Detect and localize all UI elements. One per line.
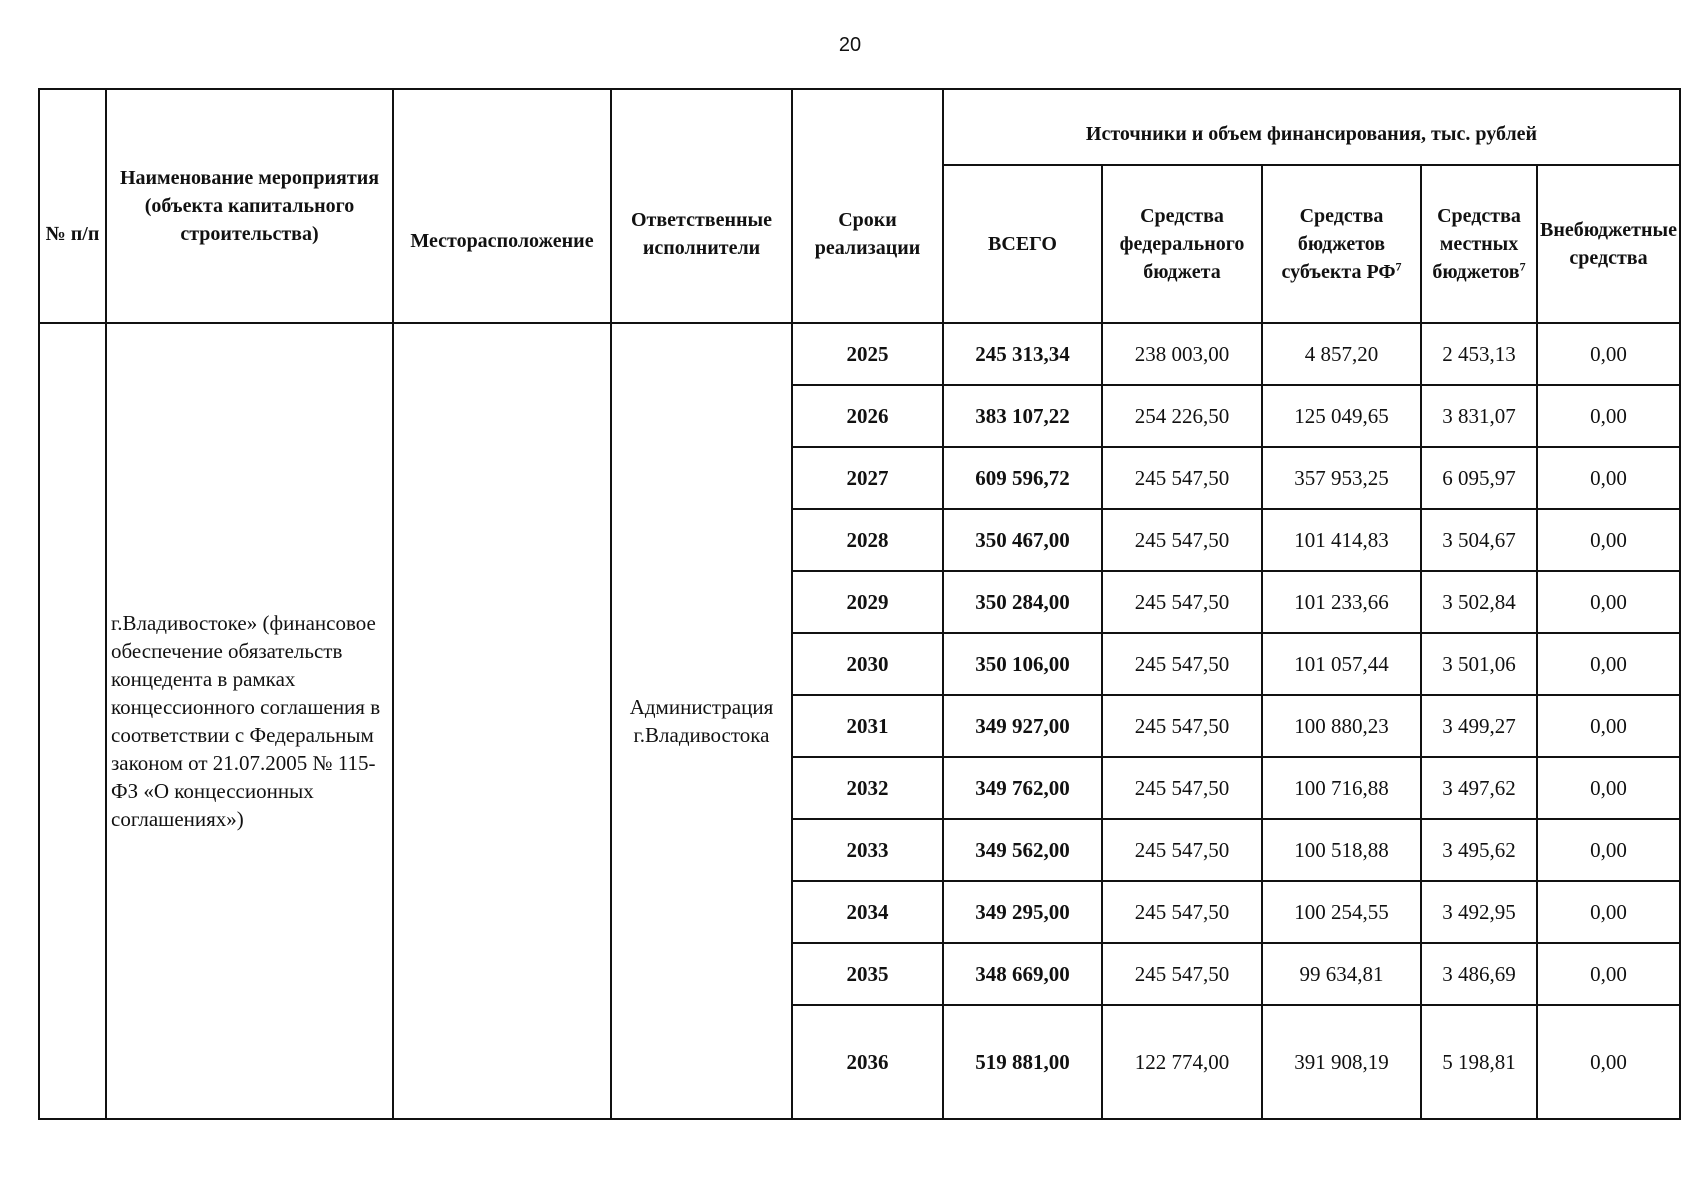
cell-local: 3 497,62	[1421, 757, 1537, 819]
cell-total: 349 295,00	[943, 881, 1102, 943]
header-total: ВСЕГО	[943, 165, 1102, 323]
table-body	[39, 323, 1680, 1119]
cell-local: 5 198,81	[1421, 1005, 1537, 1119]
cell-year: 2030	[792, 633, 943, 695]
cell-local: 3 486,69	[1421, 943, 1537, 1005]
cell-federal: 245 547,50	[1102, 633, 1262, 695]
cell-year: 2033	[792, 819, 943, 881]
item-number	[39, 323, 106, 1119]
cell-total: 519 881,00	[943, 1005, 1102, 1119]
cell-offbudget: 0,00	[1537, 633, 1680, 695]
cell-year: 2034	[792, 881, 943, 943]
cell-year: 2028	[792, 509, 943, 571]
cell-offbudget: 0,00	[1537, 1005, 1680, 1119]
cell-total: 350 467,00	[943, 509, 1102, 571]
header-local-footnote: 7	[1519, 259, 1526, 274]
cell-local: 3 502,84	[1421, 571, 1537, 633]
cell-regional: 100 880,23	[1262, 695, 1421, 757]
cell-offbudget: 0,00	[1537, 447, 1680, 509]
header-regional	[1262, 165, 1421, 323]
cell-federal: 238 003,00	[1102, 323, 1262, 385]
cell-offbudget: 0,00	[1537, 385, 1680, 447]
cell-offbudget: 0,00	[1537, 571, 1680, 633]
header-location: Месторасположение	[393, 89, 611, 323]
cell-local: 6 095,97	[1421, 447, 1537, 509]
cell-total: 349 562,00	[943, 819, 1102, 881]
cell-federal: 245 547,50	[1102, 757, 1262, 819]
cell-regional: 125 049,65	[1262, 385, 1421, 447]
cell-regional: 101 233,66	[1262, 571, 1421, 633]
cell-regional: 101 414,83	[1262, 509, 1421, 571]
header-period: Сроки реализации	[792, 89, 943, 323]
cell-federal: 245 547,50	[1102, 943, 1262, 1005]
header-sources	[943, 89, 1680, 165]
cell-federal: 245 547,50	[1102, 819, 1262, 881]
cell-total: 349 927,00	[943, 695, 1102, 757]
cell-regional: 100 518,88	[1262, 819, 1421, 881]
cell-federal: 245 547,50	[1102, 571, 1262, 633]
cell-year: 2035	[792, 943, 943, 1005]
header-number: № п/п	[39, 89, 106, 323]
header-regional-footnote: 7	[1395, 259, 1402, 274]
cell-local: 3 504,67	[1421, 509, 1537, 571]
cell-total: 349 762,00	[943, 757, 1102, 819]
cell-year: 2031	[792, 695, 943, 757]
cell-regional: 100 254,55	[1262, 881, 1421, 943]
financing-table	[38, 88, 1681, 1120]
cell-local: 3 501,06	[1421, 633, 1537, 695]
cell-federal: 245 547,50	[1102, 447, 1262, 509]
cell-regional: 357 953,25	[1262, 447, 1421, 509]
page-number: 20	[838, 34, 862, 56]
cell-offbudget: 0,00	[1537, 695, 1680, 757]
item-location	[393, 323, 611, 1119]
cell-local: 3 495,62	[1421, 819, 1537, 881]
cell-federal: 245 547,50	[1102, 695, 1262, 757]
header-federal: Средства федерального бюджета	[1102, 165, 1262, 323]
cell-offbudget: 0,00	[1537, 943, 1680, 1005]
cell-regional: 391 908,19	[1262, 1005, 1421, 1119]
cell-year: 2026	[792, 385, 943, 447]
cell-regional: 100 716,88	[1262, 757, 1421, 819]
cell-total: 609 596,72	[943, 447, 1102, 509]
cell-offbudget: 0,00	[1537, 509, 1680, 571]
item-name: г.Владивостоке» (финансовое обеспечение обязательств концедента в рамках концессионного соглашения в соответствии с Федеральным законом от 21.07.2005 № 115-ФЗ «О концессионных соглашениях»)	[106, 323, 393, 1119]
cell-total: 383 107,22	[943, 385, 1102, 447]
cell-year: 2036	[792, 1005, 943, 1119]
cell-federal: 245 547,50	[1102, 881, 1262, 943]
header-local	[1421, 165, 1537, 323]
header-regional-label: Средства бюджетов субъекта РФ	[1281, 205, 1396, 283]
cell-federal: 245 547,50	[1102, 509, 1262, 571]
table-row	[39, 323, 1680, 385]
cell-regional: 99 634,81	[1262, 943, 1421, 1005]
cell-total: 350 106,00	[943, 633, 1102, 695]
cell-total: 348 669,00	[943, 943, 1102, 1005]
cell-year: 2032	[792, 757, 943, 819]
cell-offbudget: 0,00	[1537, 819, 1680, 881]
item-responsible: Администрация г.Владивостока	[611, 323, 792, 1119]
cell-total: 245 313,34	[943, 323, 1102, 385]
cell-year: 2027	[792, 447, 943, 509]
cell-federal: 122 774,00	[1102, 1005, 1262, 1119]
cell-year: 2029	[792, 571, 943, 633]
header-sources-label: Источники и объем финансирования, тыс. рублей	[1085, 123, 1538, 145]
cell-regional: 101 057,44	[1262, 633, 1421, 695]
cell-total: 350 284,00	[943, 571, 1102, 633]
cell-regional: 4 857,20	[1262, 323, 1421, 385]
cell-offbudget: 0,00	[1537, 757, 1680, 819]
cell-offbudget: 0,00	[1537, 881, 1680, 943]
header-responsible: Ответственные исполнители	[611, 89, 792, 323]
header-name: Наименование мероприятия (объекта капитального строительства)	[106, 89, 393, 323]
cell-federal: 254 226,50	[1102, 385, 1262, 447]
header-local-label: Средства местных бюджетов	[1432, 205, 1521, 283]
cell-local: 3 831,07	[1421, 385, 1537, 447]
cell-year: 2025	[792, 323, 943, 385]
header-offbudget: Внебюджетные средства	[1537, 165, 1680, 323]
cell-offbudget: 0,00	[1537, 323, 1680, 385]
cell-local: 3 492,95	[1421, 881, 1537, 943]
cell-local: 3 499,27	[1421, 695, 1537, 757]
cell-local: 2 453,13	[1421, 323, 1537, 385]
